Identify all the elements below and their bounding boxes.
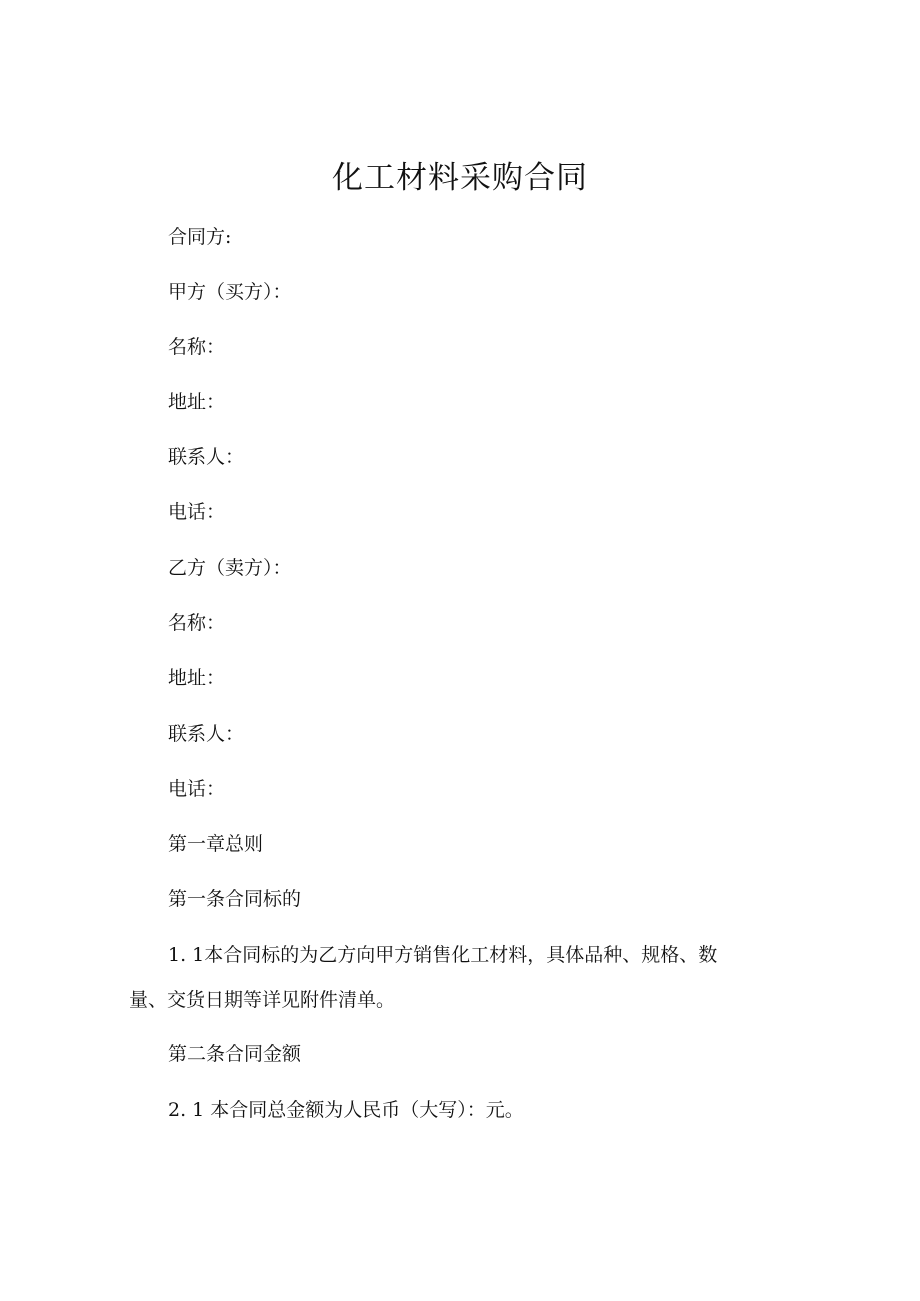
article-1-heading: 第一条合同标的 xyxy=(168,888,302,910)
party-b-heading: 乙方（卖方）： xyxy=(168,557,292,579)
clause-2-1: 2. 1 本合同总金额为人民币（大写）：元。 xyxy=(168,1099,524,1121)
chapter-1-heading: 第一章总则 xyxy=(168,833,264,855)
clause-1-1-line-2: 量、交货日期等详见附件清单。 xyxy=(129,989,396,1011)
party-b-address: 地址： xyxy=(168,667,226,689)
party-b-phone: 电话： xyxy=(168,778,226,800)
party-a-name: 名称： xyxy=(168,336,226,358)
party-a-contact: 联系人： xyxy=(168,446,245,468)
party-a-phone: 电话： xyxy=(168,501,226,523)
contract-parties-label: 合同方: xyxy=(168,226,232,248)
party-b-name: 名称： xyxy=(168,612,226,634)
article-2-heading: 第二条合同金额 xyxy=(168,1043,302,1065)
party-a-heading: 甲方（买方）： xyxy=(168,281,292,303)
party-a-address: 地址： xyxy=(168,391,226,413)
party-b-contact: 联系人： xyxy=(168,723,245,745)
document-title: 化工材料采购合同 xyxy=(332,160,588,196)
clause-1-1-line-1: 1. 1本合同标的为乙方向甲方销售化工材料，具体品种、规格、数 xyxy=(168,944,718,966)
